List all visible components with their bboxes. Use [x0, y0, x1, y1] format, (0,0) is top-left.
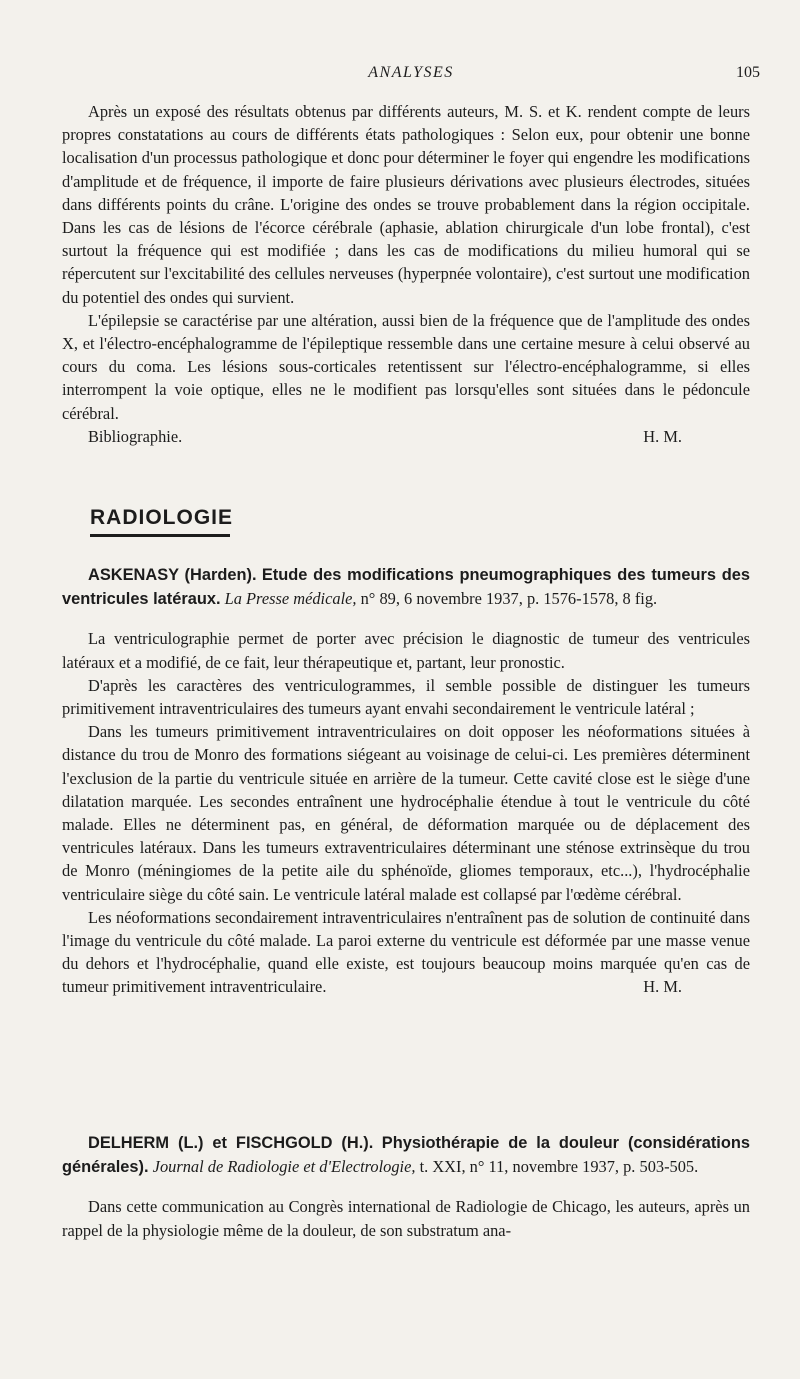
article-authors: ASKENASY (Harden). — [88, 566, 257, 584]
article-delherm — [62, 1131, 750, 1242]
paragraph: Dans cette communication au Congrès international de Radiologie de Chicago, les auteurs, après un rappel de la physiologie même de la douleur, de son substratum ana- — [62, 1197, 750, 1240]
paragraph: D'après les caractères des ventriculogrammes, il semble possible de distinguer les tumeurs primitivement intraventriculaires des tumeurs ayant envahi secondairement le ventricule latéral ; — [62, 675, 750, 719]
paragraph: Les néoformations secondairement intraventriculaires n'entraînent pas de solution de continuité dans l'image du ventricule du côté malade. La paroi externe du ventricule est déformée par une masse venue du dehors et l'hydrocéphalie, quand elle existe, est toujours beaucoup moins marquée qu'en cas de tumeur primitivement intraventriculaire. — [62, 907, 750, 997]
paragraph: L'épilepsie se caractérise par une altération, aussi bien de la fréquence que de l'amplitude des ondes X, et l'électro-encéphalogramme de l'épileptique ressemble dans une certaine mesure à celui observé au cours du coma. Les lésions sous-corticales retentissent sur l'électro-encéphalogramme, si elles interrompent la voie optique, elles ne le modifient pas lorsqu'elles sont situées dans le pédoncule cérébral. — [62, 310, 750, 423]
section-heading: RADIOLOGIE — [90, 506, 234, 529]
running-title: ANALYSES — [368, 64, 454, 81]
article-journal: Journal de Radiologie et d'Electrologie, — [152, 1157, 416, 1177]
article-reference — [62, 1131, 750, 1179]
running-head — [62, 64, 760, 86]
article-reference — [62, 563, 750, 611]
signature: H. M. — [643, 426, 682, 446]
article-journal: La Presse médicale, — [224, 589, 357, 609]
section-underline — [90, 534, 230, 537]
article-title: Etude des modifications pneumographiques des tumeurs des ventricules latéraux. — [62, 566, 751, 609]
article-askenasy — [62, 563, 750, 999]
article-citation: t. XXI, n° 11, novembre 1937, p. 503-505. — [419, 1157, 699, 1177]
bibliography-label: Bibliographie. — [88, 426, 183, 446]
bibliography-line — [62, 425, 750, 448]
signature: H. M. — [643, 977, 682, 997]
signature-line — [62, 975, 750, 998]
paragraph: Après un exposé des résultats obtenus par différents auteurs, M. S. et K. rendent compte de leurs propres constatations au cours de différents états pathologiques : Selon eux, pour obtenir une bonne localisation d'un processus pathologique et donc pour déterminer le foyer qui engendre les modifications d'amplitude et de fréquence, il importe de faire plusieurs dérivations avec plusieurs électrodes, situées dans différents points du crâne. L'origine des ondes se trouve probablement dans la région occipitale. Dans les cas de lésions de l'écorce cérébrale (aphasie, ablation chirurgicale d'un lobe frontal), c'est surtout la fréquence qui est modifiée ; dans les cas de modifications du milieu humoral qui se répercutent sur l'excitabilité des cellules nerveuses (hyperpnée volontaire), c'est surtout une modification du potentiel des ondes qui survient. — [62, 102, 750, 307]
paragraph: Dans les tumeurs primitivement intraventriculaires on doit opposer les néoformations situées à distance du trou de Monro des formations siégeant au voisinage de celui-ci. Les premières déterminent l'exclusion de la partie du ventricule située en arrière de la tumeur. Cette cavité close est le siège d'une dilatation marquée. Les secondes entraînent une hydrocéphalie étendue à tout le ventricule du côté malade. Elles ne déterminent pas, en général, de déformation marquée ou de déplacement des ventricules latéraux. Dans les tumeurs extraventriculaires déterminant une sténose extrinsèque du trou de Monro (méningiomes de la petite aile du sphénoïde, gliomes temporaux, etc...), l'hydrocéphalie ventriculaire siège du côté sain. Le ventricule latéral malade est collapsé par l'œdème cérébral. — [62, 722, 750, 904]
article-title: Physiothérapie de la douleur (considérations générales). — [62, 1134, 750, 1177]
article-citation: n° 89, 6 novembre 1937, p. 1576-1578, 8 fig. — [360, 589, 658, 609]
page-number: 105 — [736, 64, 760, 81]
paragraph: La ventriculographie permet de porter avec précision le diagnostic de tumeur des ventricules latéraux et a modifié, de ce fait, leur thérapeutique et, partant, leur pronostic. — [62, 629, 750, 672]
top-text-block — [62, 100, 750, 448]
article-authors: DELHERM (L.) et FISCHGOLD (H.). — [88, 1134, 374, 1152]
